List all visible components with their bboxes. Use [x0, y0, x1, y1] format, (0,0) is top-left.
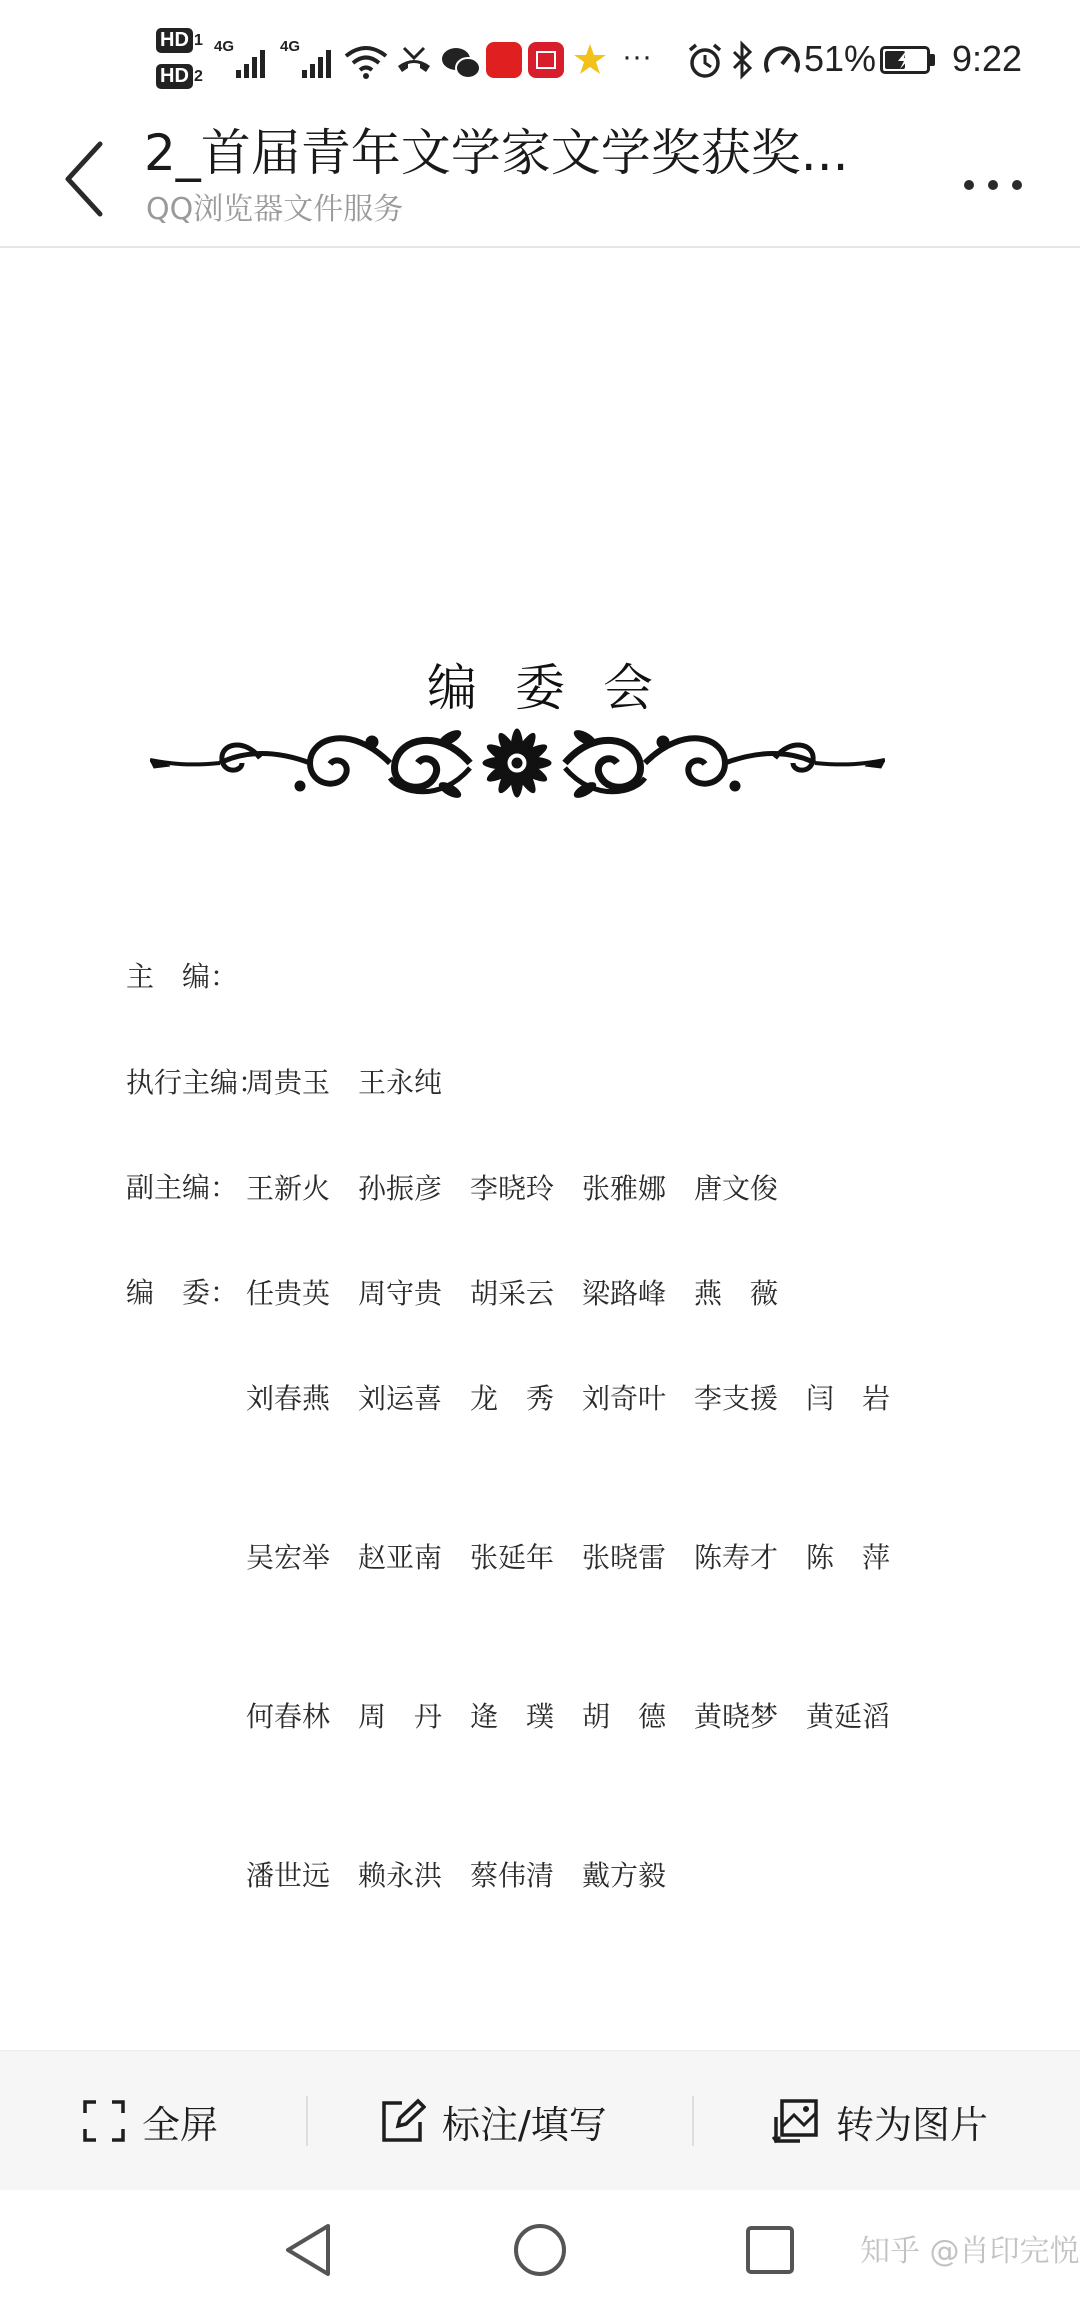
- toolbar-divider: [692, 2096, 694, 2146]
- name-line: 刘春燕 刘运喜 龙 秀 刘奇叶 李支援 闫 岩: [246, 1382, 891, 1415]
- hd-sim2-icon: HD 2: [156, 64, 206, 96]
- watermark-text: 知乎 @肖印完悦: [860, 2234, 1080, 2269]
- nav-back-button[interactable]: [268, 2210, 348, 2290]
- fullscreen-button[interactable]: [82, 2051, 218, 2191]
- name-line: 何春林 周 丹 逄 璞 胡 德 黄晓梦 黄延滔: [246, 1700, 891, 1733]
- name-line: 任贵英 周守贵 胡采云 梁路峰 燕 薇: [246, 1277, 779, 1310]
- annotate-fill-label: 标注/填写: [442, 2102, 607, 2147]
- role-label: 执行主编：: [126, 1066, 267, 1099]
- wechat-icon: [440, 44, 482, 82]
- bluetooth-icon: [730, 40, 756, 80]
- names-block: [246, 1266, 946, 2008]
- editorial-board-row: [126, 1266, 946, 1892]
- role-label: 主 编：: [126, 960, 239, 993]
- image-convert-icon: [772, 2097, 820, 2145]
- annotate-fill-button[interactable]: [380, 2051, 607, 2191]
- edit-icon: [380, 2098, 426, 2144]
- fullscreen-icon: [82, 2099, 126, 2143]
- star-app-icon: [572, 42, 608, 78]
- missed-call-icon: [394, 42, 434, 82]
- toolbar-divider: [306, 2096, 308, 2146]
- alarm-icon: [686, 42, 724, 80]
- more-notifications-text: ···: [622, 40, 652, 73]
- more-options-button[interactable]: [955, 160, 1035, 210]
- document-title: 2_首届青年文学家文学奖获奖...: [144, 124, 849, 182]
- status-bar: [0, 0, 1080, 120]
- role-label: 编 委：: [126, 1276, 239, 1309]
- floral-ornament-divider: [150, 708, 885, 818]
- bottom-toolbar: [0, 2050, 1080, 2191]
- battery-icon: [880, 46, 936, 74]
- back-icon: [268, 2210, 348, 2290]
- role-label: 副主编：: [126, 1171, 239, 1204]
- clock: 9:22: [952, 38, 1023, 79]
- name-line: 吴宏举 赵亚南 张延年 张晓雷 陈寿才 陈 萍: [246, 1541, 891, 1574]
- signal-icon: 4G: [280, 38, 340, 82]
- name-line: 王新火 孙振彦 李晓玲 张雅娜 唐文俊: [246, 1172, 779, 1205]
- signal-icon: 4G: [214, 38, 274, 82]
- data-saver-icon: [762, 42, 802, 82]
- chevron-left-icon: [56, 134, 126, 224]
- nav-home-button[interactable]: [500, 2210, 580, 2290]
- book-app-icon: [528, 42, 564, 78]
- more-icon: [955, 160, 1035, 210]
- hd-sim1-icon: HD 1: [156, 28, 206, 60]
- recents-icon: [730, 2210, 810, 2290]
- name-line: 周贵玉 王永纯: [246, 1066, 443, 1099]
- home-icon: [500, 2210, 580, 2290]
- nav-recents-button[interactable]: [730, 2210, 810, 2290]
- wifi-icon: [344, 42, 388, 82]
- fullscreen-label: 全屏: [142, 2102, 219, 2147]
- app-header: [0, 110, 1080, 248]
- convert-to-image-label: 转为图片: [836, 2102, 989, 2147]
- convert-to-image-button[interactable]: [772, 2051, 988, 2191]
- battery-percent: 51%: [804, 38, 877, 79]
- document-page[interactable]: [0, 248, 1080, 2048]
- committee-title: 编委会: [427, 659, 691, 717]
- name-line: 潘世远 赖永洪 蔡伟清 戴方毅: [246, 1859, 667, 1892]
- document-source: QQ浏览器文件服务: [146, 192, 404, 227]
- back-button[interactable]: [56, 134, 126, 224]
- huawei-app-icon: [486, 42, 522, 78]
